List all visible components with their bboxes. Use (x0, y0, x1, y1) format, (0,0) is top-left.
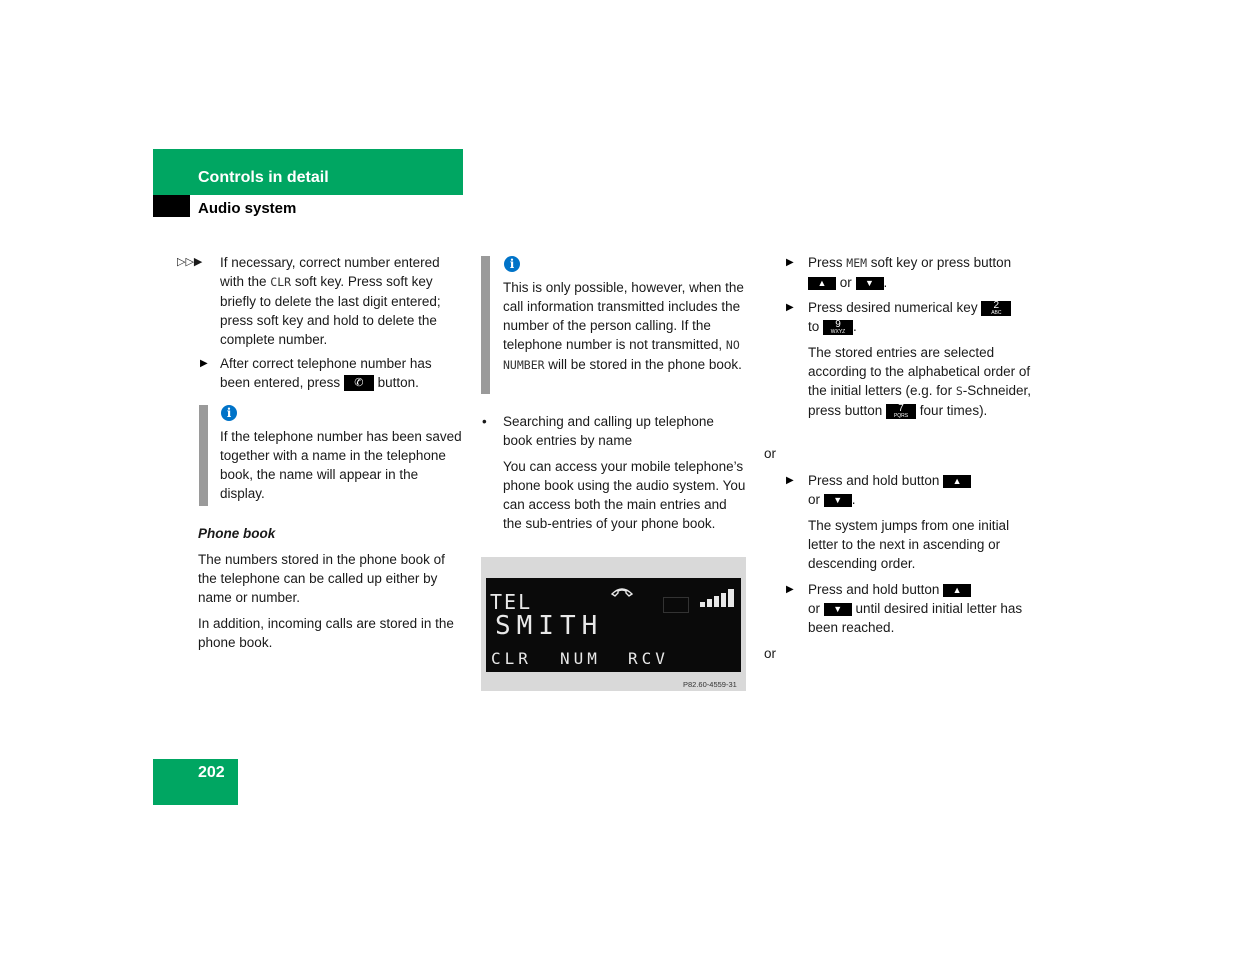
key-7-icon: 7 PQRS (886, 404, 916, 419)
page-number-box (153, 759, 238, 805)
step-press-numerical-key: Press desired numerical key 2 ABC to 9 WXYZ . (808, 298, 1033, 336)
access-phonebook-paragraph: You can access your mobile telephone’s phone book using the audio system. You can access both the main entries and the sub-entries of your phone book. (503, 459, 746, 531)
arrow-up-icon: ▲ (808, 277, 836, 290)
arrow-up-icon: ▲ (943, 475, 971, 488)
info-bar (481, 256, 490, 394)
section-title: Controls in detail (198, 169, 329, 186)
section-subtitle: Audio system (198, 200, 297, 217)
info-note-name: If the telephone number has been saved together with a name in the telephone book, the name will appear in the display. (220, 429, 462, 501)
lcd-indicator-box (663, 597, 689, 613)
page-number: 202 (198, 764, 225, 781)
step-press-hold-until: Press and hold button ▲ or ▼ until desired initial letter has been reached. (808, 582, 1023, 635)
lcd-softkey-num: NUM (560, 649, 601, 668)
arrow-down-icon: ▼ (824, 494, 852, 507)
step-press-call: After correct telephone number has been entered, press ✆ button. (220, 356, 432, 390)
lcd-line-tel: TEL (490, 590, 533, 614)
figure-caption: P82.60-4559-31 (683, 680, 737, 689)
lcd-phone-icon (610, 584, 634, 598)
arrow-down-icon: ▼ (856, 277, 884, 290)
search-by-name-bullet: Searching and calling up telephone book entries by name (503, 414, 714, 448)
bullet-triangle-icon: ▶ (786, 584, 794, 595)
phone-book-paragraph-2: In addition, incoming calls are stored in the phone book. (198, 616, 454, 650)
lcd-softkey-rcv: RCV (628, 649, 669, 668)
header-marker (153, 195, 190, 217)
bullet-triangle-icon: ▶ (200, 358, 208, 369)
or-separator: or (764, 446, 777, 461)
info-icon: i (221, 405, 237, 421)
bullet-dot: • (482, 414, 487, 429)
key-9-icon: 9 WXYZ (823, 320, 853, 335)
jump-initial-paragraph: The system jumps from one initial letter to the next in ascending or descending order. (808, 518, 1010, 571)
phone-book-paragraph-1: The numbers stored in the phone book of the telephone can be called up either by name or number. (198, 552, 445, 605)
info-note-number: This is only possible, however, when the call information transmitted includes the number of the person calling. If the telephone number is not transmitted, NO NUMBER will be stored in the phone book. (503, 280, 744, 372)
step-correct-number: If necessary, correct number entered with the CLR soft key. Press soft key briefly to delete the last digit entered; press soft key and hold to delete the complete number. (220, 255, 441, 347)
alphabetical-order-paragraph: The stored entries are selected according to the alphabetical order of the initial letters (e.g. for S-Schneider, press button 7 PQRS four times). (808, 345, 1032, 419)
lcd-display (486, 578, 741, 672)
bullet-triangle-icon: ▶ (786, 257, 794, 268)
step-press-hold-jump: Press and hold button ▲ or ▼ . (808, 471, 1033, 509)
bullet-triangle-icon: ▶ (786, 475, 794, 486)
phone-book-heading: Phone book (198, 526, 276, 541)
arrow-up-icon: ▲ (943, 584, 971, 597)
phone-call-icon: ✆ (344, 375, 374, 391)
continuation-marker: ▷▷▶ (177, 256, 203, 268)
arrow-down-icon: ▼ (824, 603, 852, 616)
info-bar (199, 405, 208, 506)
lcd-line-name: SMITH (495, 611, 604, 641)
info-icon: i (504, 256, 520, 272)
step-press-mem: Press MEM soft key or press button ▲ or ▼ . (808, 255, 1012, 290)
key-2-icon: 2 ABC (981, 301, 1011, 316)
signal-strength-icon (700, 588, 738, 608)
or-separator: or (764, 646, 777, 661)
lcd-softkey-clr: CLR (491, 649, 532, 668)
bullet-triangle-icon: ▶ (786, 302, 794, 313)
